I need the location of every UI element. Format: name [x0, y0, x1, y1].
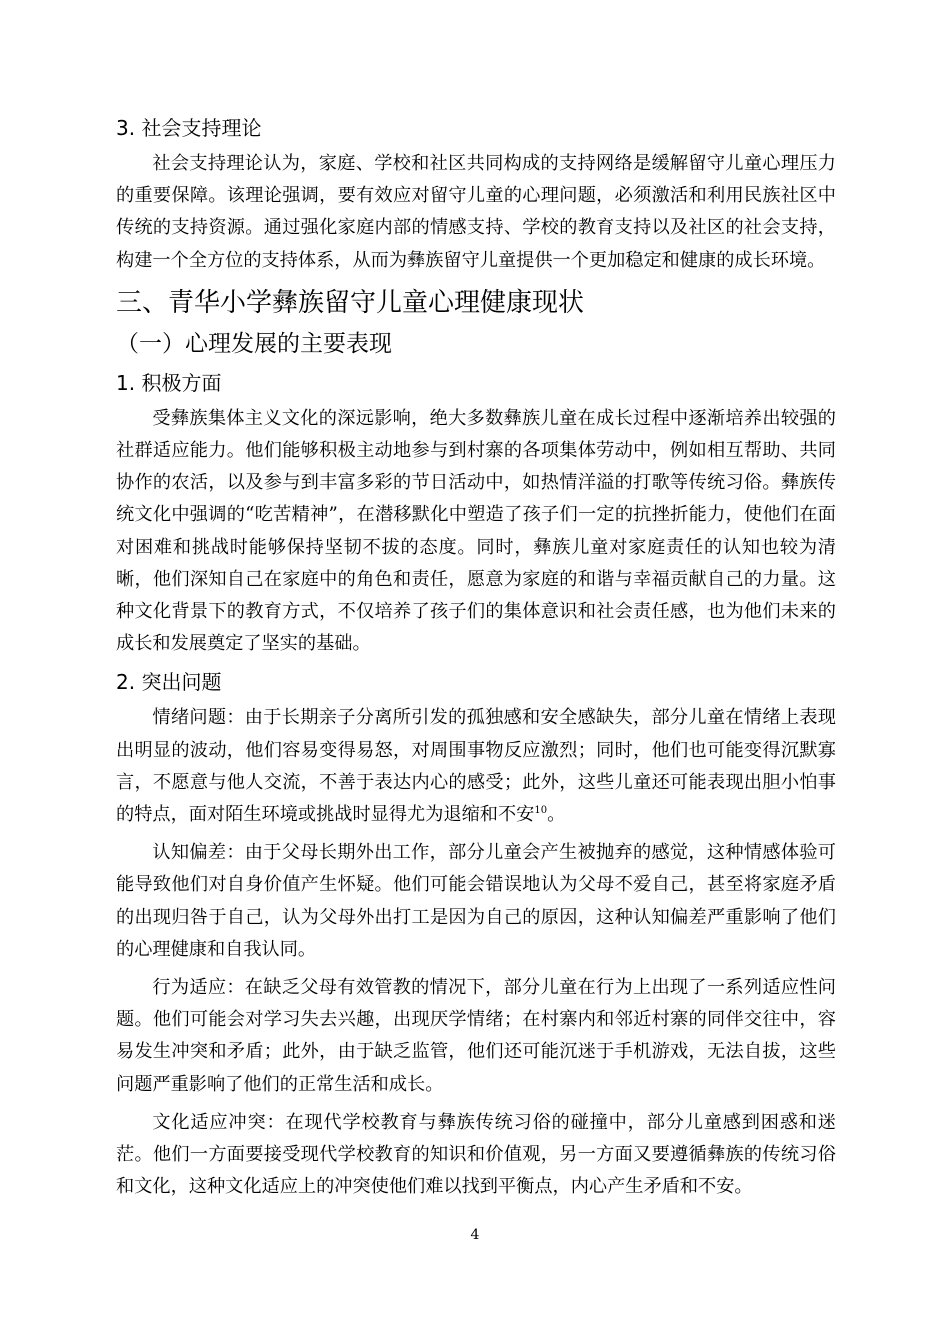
- positive-aspects-paragraph: 受彝族集体主义文化的深远影响，绝大多数彝族儿童在成长过程中逐渐培养出较强的社群适应能力。他们能够积极主动地参与到村寨的各项集体劳动中，例如相互帮助、共同协作的农活，以及参与到丰富多彩的节日活动中，如热情洋溢的打歌等传统习俗。彝族传统文化中强调的“吃苦精神”，在潜移默化中塑造了孩子们一定的抗挫折能力，使他们在面对困难和挑战时能够保持坚韧不拔的态度。同时，彝族儿童对家庭责任的认知也较为清晰，他们深知自己在家庭中的角色和责任，愿意为家庭的和谐与幸福贡献自己的力量。这种文化背景下的教育方式，不仅培养了孩子们的集体意识和社会责任感，也为他们未来的成长和发展奠定了坚实的基础。: [116, 407, 836, 655]
- behavior-adaptation-paragraph: 行为适应：在缺乏父母有效管教的情况下，部分儿童在行为上出现了一系列适应性问题。他们可能会对学习失去兴趣，出现厌学情绪；在村寨内和邻近村寨的同伴交往中，容易发生冲突和矛盾；此外，由于缺乏监管，他们还可能沉迷于手机游戏，无法自拔，这些问题严重影响了他们的正常生活和成长。: [116, 977, 836, 1095]
- emotion-problems-end: 。: [547, 804, 566, 826]
- social-support-theory-heading: 3. 社会支持理论: [116, 116, 262, 140]
- chapter-three-heading: 三、青华小学彝族留守儿童心理健康现状: [116, 287, 585, 318]
- social-support-theory-paragraph: 社会支持理论认为，家庭、学校和社区共同构成的支持网络是缓解留守儿童心理压力的重要保障。该理论强调，要有效应对留守儿童的心理问题，必须激活和利用民族社区中传统的支持资源。通过强化家庭内部的情感支持、学校的教育支持以及社区的社会支持，构建一个全方位的支持体系，从而为彝族留守儿童提供一个更加稳定和健康的成长环境。: [116, 153, 836, 271]
- prominent-problems-heading: 2. 突出问题: [116, 670, 222, 695]
- footnote-reference[interactable]: 10: [534, 804, 548, 816]
- emotion-problems-text: 情绪问题：由于长期亲子分离所引发的孤独感和安全感缺失，部分儿童在情绪上表现出明显的波动，他们容易变得易怒，对周围事物反应激烈；同时，他们也可能变得沉默寡言，不愿意与他人交流，不善于表达内心的感受；此外，这些儿童还可能表现出胆小怕事的特点，面对陌生环境或挑战时显得尤为退缩和不安: [116, 707, 836, 826]
- positive-aspects-heading: 1. 积极方面: [116, 370, 222, 395]
- emotion-problems-paragraph: [116, 702, 836, 831]
- page-number: 4: [470, 1227, 480, 1243]
- cultural-conflict-paragraph: 文化适应冲突：在现代学校教育与彝族传统习俗的碰撞中，部分儿童感到困惑和迷茫。他们一方面要接受现代学校教育的知识和价值观，另一方面又要遵循彝族的传统习俗和文化，这种文化适应上的冲突使他们难以找到平衡点，内心产生矛盾和不安。: [116, 1111, 836, 1198]
- page-body: [116, 112, 836, 1209]
- section-one-heading: （一）心理发展的主要表现: [116, 330, 392, 357]
- cognitive-bias-paragraph: 认知偏差：由于父母长期外出工作，部分儿童会产生被抛弃的感觉，这种情感体验可能导致他们对自身价值产生怀疑。他们可能会错误地认为父母不爱自己，甚至将家庭矛盾的出现归咎于自己，认为父母外出打工是因为自己的原因，这种认知偏差严重影响了他们的心理健康和自我认同。: [116, 842, 836, 960]
